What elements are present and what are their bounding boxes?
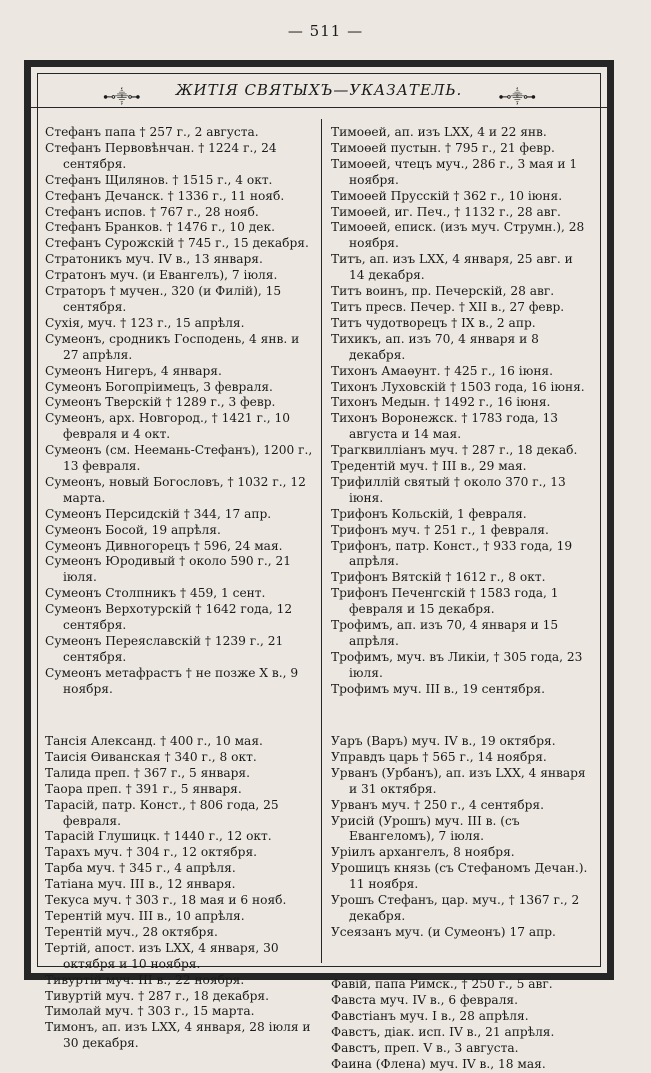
index-entry: Сумеонъ Переяславскій † 1239 г., 21 сентября. (45, 634, 284, 664)
index-entry: Урошъ Стефанъ, цар. муч., † 1367 г., 2 декабря. (331, 893, 580, 923)
right-column (331, 125, 591, 1073)
index-entry: Сумеонъ Юродивый † около 590 г., 21 іюля. (45, 554, 292, 585)
index-entry: Уаръ (Варъ) муч. IV в., 19 октября. (331, 734, 556, 748)
index-header (31, 73, 607, 108)
index-entry: Тимонъ, ап. изъ LXX, 4 января, 28 іюля и 30 декабря. (45, 1020, 311, 1051)
index-entry: Стефанъ Дечанск. † 1336 г., 11 нояб. (45, 188, 285, 203)
index-entry: Титъ чудотворецъ † IX в., 2 апр. (331, 315, 536, 330)
index-entry: Трофимъ муч. III в., 19 сентября. (331, 681, 545, 696)
index-entry: Тарба муч. † 345 г., 4 апрѣля. (45, 861, 236, 876)
index-entry: Трифонъ муч. † 251 г., 1 февраля. (331, 522, 549, 537)
index-entry: Талида преп. † 367 г., 5 января. (45, 765, 250, 780)
index-entry: Сумеонъ Столпникъ † 459, 1 сент. (45, 586, 266, 601)
page-number: — 511 — (287, 22, 364, 40)
index-entry: Таисія Өиванская † 340 г., 8 окт. (45, 749, 257, 764)
index-entry: Фавстъ, діак. исп. IV в., 21 апрѣля. (331, 1024, 555, 1039)
index-entry: Сумеонъ, арх. Новгород., † 1421 г., 10 февраля и 4 окт. (45, 411, 291, 442)
index-entry: Тивуртій муч. † 287 г., 18 декабря. (45, 988, 269, 1003)
index-entry: Тимоөей, иг. Печ., † 1132 г., 28 авг. (331, 204, 561, 219)
index-entry: Стефанъ Бранков. † 1476 г., 10 дек. (45, 220, 276, 235)
index-entry: Тихонъ Амаөунт. † 425 г., 16 іюня. (331, 363, 553, 378)
index-entry: Титъ, ап. изъ LXX, 4 января, 25 авг. и 14 декабря. (331, 252, 573, 283)
index-entry: Сумеонъ, сродникъ Господень, 4 янв. и 27 апрѣля. (45, 331, 300, 362)
index-entry: Тарасій Глушицк. † 1440 г., 12 окт. (45, 829, 272, 844)
index-entry: Стратонъ муч. (и Евангелъ), 7 іюля. (45, 268, 278, 283)
header-title: ЖИТІЯ СВЯТЫХЪ—УКАЗАТЕЛЬ. (175, 81, 463, 99)
index-entry: Трифонъ Вятскій † 1612 г., 8 окт. (331, 570, 546, 585)
index-entry: Текуса муч. † 303 г., 18 мая и 6 нояб. (45, 893, 287, 908)
index-entry: Трифонъ, патр. Конст., † 933 года, 19 апрѣля. (331, 538, 573, 569)
index-entry: Тимоөей, еписк. (изъ муч. Струмн.), 28 ноября. (331, 220, 585, 251)
page-frame (24, 60, 614, 1071)
index-entry: Тимоөей, чтецъ муч., 286 г., 3 мая и 1 ноября. (331, 156, 578, 187)
index-entry: Сумеонъ метафрастъ † не позже X в., 9 ноября. (45, 665, 299, 696)
index-entry: Тредентій муч. † III в., 29 мая. (331, 459, 527, 474)
index-entry: Трифонъ Кольскій, 1 февраля. (331, 506, 527, 521)
index-entry: Трофимъ, муч. въ Ликіи, † 305 года, 23 іюля. (331, 649, 583, 680)
index-entry: Тихонъ Луховскій † 1503 года, 16 іюня. (331, 379, 585, 394)
index-entry: Сумеонъ Нигеръ, 4 января. (45, 363, 222, 378)
index-entry: Трагквилліанъ муч. † 287 г., 18 декаб. (331, 443, 578, 458)
index-entry: Сухія, муч. † 123 г., 15 апрѣля. (45, 315, 245, 330)
index-entry: Фавста муч. IV в., 6 февраля. (331, 993, 518, 1008)
index-entry: Терентій муч., 28 октября. (45, 924, 218, 939)
index-entry: Урошицъ князь (съ Стефаномъ Дечан.). 11 ноября. (331, 861, 588, 892)
index-entry: Урисій (Урошъ) муч. III в. (съ Евангеломъ), 7 іюля. (331, 813, 520, 844)
index-entry: Тихонъ Воронежск. † 1783 года, 13 августа и 14 мая. (331, 411, 558, 442)
index-entry: Тихикъ, ап. изъ 70, 4 января и 8 декабря. (331, 331, 539, 362)
ornament-right-icon: ⊷⸎⊶ (498, 90, 535, 105)
index-entry: Фавій, папа Римск., † 250 г., 5 авг. (331, 977, 553, 992)
index-entry: Урванъ (Урбанъ), ап. изъ LXX, 4 января и 31 октября. (331, 765, 586, 796)
section-gap (45, 710, 313, 722)
left-column (45, 125, 313, 1052)
index-entry: Титъ воинъ, пр. Печерскій, 28 авг. (331, 284, 555, 299)
index-entry: Стратоникъ муч. IV в., 13 января. (45, 252, 263, 267)
section-gap (331, 710, 591, 722)
index-entry: Тансія Александ. † 400 г., 10 мая. (45, 734, 263, 748)
index-entry: Усеязанъ муч. (и Сумеонъ) 17 апр. (331, 924, 556, 939)
index-entry: Уріилъ архангелъ, 8 ноября. (331, 845, 515, 860)
index-entry: Стефанъ испов. † 767 г., 28 нояб. (45, 204, 259, 219)
index-entry: Стефанъ Первовѣнчан. † 1224 г., 24 сентября. (45, 140, 277, 171)
index-entry: Стефанъ Щилянов. † 1515 г., 4 окт. (45, 172, 273, 187)
index-entry: Сумеонъ Персидскій † 344, 17 апр. (45, 506, 272, 521)
index-entry: Стефанъ папа † 257 г., 2 августа. (45, 125, 259, 139)
index-entry: Сумеонъ Тверскій † 1289 г., 3 февр. (45, 395, 276, 410)
index-entry: Трифонъ Печенгскій † 1583 года, 1 февраля и 15 декабря. (331, 586, 559, 617)
index-entry: Тимоөей Прусскій † 362 г., 10 іюня. (331, 188, 563, 203)
index-entry: Таора преп. † 391 г., 5 января. (45, 781, 242, 796)
index-entry: Тихонъ Медын. † 1492 г., 16 іюня. (331, 395, 551, 410)
index-entry: Терентій муч. III в., 10 апрѣля. (45, 908, 245, 923)
index-entry: Тарахъ муч. † 304 г., 12 октября. (45, 845, 258, 860)
index-entry: Сумеонъ, новый Богословъ, † 1032 г., 12 марта. (45, 474, 306, 505)
index-entry: Титъ пресв. Печер. † XII в., 27 февр. (331, 299, 565, 314)
ornament-left-icon: ⊷⸎⊶ (103, 90, 140, 105)
index-entry: Тертій, апост. изъ LXX, 4 января, 30 октября и 10 ноября. (45, 940, 279, 971)
index-entry: Фаина (Флена) муч. IV в., 18 мая. (331, 1056, 546, 1071)
index-entry: Фавстіанъ муч. I в., 28 апрѣля. (331, 1008, 529, 1023)
index-entry: Стефанъ Сурожскій † 745 г., 15 декабря. (45, 236, 309, 251)
index-entry: Управдъ царь † 565 г., 14 ноября. (331, 749, 547, 764)
index-entry: Тимоөей пустын. † 795 г., 21 февр. (331, 140, 555, 155)
index-entry: Сумеонъ (см. Неемань-Стефанъ), 1200 г., 13 февраля. (45, 443, 313, 474)
column-divider (321, 119, 322, 963)
index-entry: Сумеонъ Богопріимецъ, 3 февраля. (45, 379, 273, 394)
index-entry: Трифиллій святый † около 370 г., 13 іюня. (331, 474, 566, 505)
index-entry: Трофимъ, ап. изъ 70, 4 января и 15 апрѣля. (331, 618, 559, 648)
index-entry: Татіана муч. III в., 12 января. (45, 877, 236, 892)
index-entry: Урванъ муч. † 250 г., 4 сентября. (331, 797, 544, 812)
section-gap (331, 953, 591, 965)
index-entry: Сумеонъ Босой, 19 апрѣля. (45, 522, 221, 537)
index-entry: Сумеонъ Дивногорецъ † 596, 24 мая. (45, 538, 283, 553)
index-entry: Тимоөей, ап. изъ LXX, 4 и 22 янв. (331, 125, 547, 139)
index-entry: Фавстъ, преп. V в., 3 августа. (331, 1040, 519, 1055)
index-entry: Сумеонъ Верхотурскій † 1642 года, 12 сентября. (45, 602, 293, 633)
index-entry: Тарасій, патр. Конст., † 806 года, 25 февраля. (45, 797, 279, 828)
index-entry: Страторъ † мучен., 320 (и Филій), 15 сентября. (45, 284, 282, 314)
index-entry: Тимолай муч. † 303 г., 15 марта. (45, 1004, 255, 1019)
index-entry: Тивуртій муч. III в., 22 ноября. (45, 972, 245, 987)
